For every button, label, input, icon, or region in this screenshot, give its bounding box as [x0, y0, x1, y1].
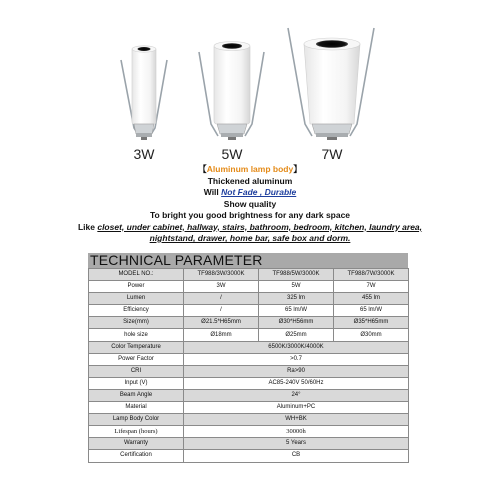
spec-value: WH+BK [184, 414, 409, 426]
lamp-label-7w: 7W [321, 146, 343, 162]
spec-row [89, 341, 409, 353]
spec-row [89, 377, 409, 389]
line6-prefix: Like [77, 221, 98, 232]
spec-label: Size(mm) [89, 317, 184, 329]
spec-value: Ø25mm [259, 329, 334, 341]
spec-value: 65 lm/W [259, 305, 334, 317]
lamp-label-3w: 3W [133, 146, 155, 162]
description-line-4: Show quality [223, 198, 277, 209]
line3-prefix: Will [203, 187, 222, 197]
spec-value: 24° [184, 389, 409, 401]
spec-value: 3W [184, 281, 259, 293]
spec-value: 7W [334, 281, 409, 293]
spec-row [89, 414, 409, 426]
spec-row [89, 402, 409, 414]
spec-row [89, 389, 409, 401]
bracket-close: 】 [293, 164, 302, 174]
description-line-5: To bright you good brightness for any dark space [149, 210, 351, 220]
spec-row [89, 450, 409, 462]
spec-value: TF988/7W/3000K [334, 269, 409, 281]
spec-label: Power [89, 281, 184, 293]
spec-value: Ø30mm [334, 329, 409, 341]
spec-value: TF988/5W/3000K [259, 269, 334, 281]
spec-row [89, 269, 409, 281]
spec-label: Lifespan (hours) [89, 426, 184, 438]
spec-label: Certification [89, 450, 184, 462]
spec-value: Aluminum+PC [184, 402, 409, 414]
spec-row [89, 305, 409, 317]
spec-value: TF988/3W/3000K [184, 269, 259, 281]
spec-row [89, 293, 409, 305]
spec-row [89, 329, 409, 341]
spec-value: 5 Years [184, 438, 409, 450]
spec-value: 6500K/3000K/4000K [184, 341, 409, 353]
spec-value: 65 lm/W [334, 305, 409, 317]
durable-link[interactable]: Not Fade , Durable [221, 187, 297, 197]
spec-label: Beam Angle [89, 389, 184, 401]
body-title: Aluminum lamp body [206, 164, 294, 174]
spec-value: Ø30*H56mm [259, 317, 334, 329]
spec-row [89, 317, 409, 329]
technical-parameter-header: TECHNICAL PARAMETER [88, 253, 408, 268]
description-title-line [0, 164, 500, 176]
spec-row [89, 353, 409, 365]
usage-places-link-2[interactable]: nightstand, drawer, home bar, safe box and dorm. [149, 233, 351, 243]
spec-label: Material [89, 402, 184, 414]
spec-value: >0.7 [184, 353, 409, 365]
spec-value: 455 lm [334, 293, 409, 305]
spec-label: Warranty [89, 438, 184, 450]
spec-label: CRI [89, 365, 184, 377]
spec-row [89, 438, 409, 450]
spec-value: 30000h [184, 426, 409, 438]
spec-value: AC85-240V 50/60Hz [184, 377, 409, 389]
description-line-7 [0, 233, 500, 245]
spec-label: Lamp Body Color [89, 414, 184, 426]
spec-value: 325 lm [259, 293, 334, 305]
bracket-open: 【 [198, 164, 207, 174]
spec-label: Input (V) [89, 377, 184, 389]
description-line-2: Thickened aluminum [207, 175, 293, 186]
spec-value: Ø21.5*H65mm [184, 317, 259, 329]
product-description [0, 164, 500, 245]
lamp-7w [288, 28, 374, 140]
spec-value: Ø35*H65mm [334, 317, 409, 329]
lamp-5w [199, 42, 264, 141]
spec-label: Color Temperature [89, 341, 184, 353]
spec-value: 5W [259, 281, 334, 293]
spec-value: / [184, 305, 259, 317]
description-line-3 [0, 187, 500, 199]
spec-label: Power Factor [89, 353, 184, 365]
spec-label: Lumen [89, 293, 184, 305]
spec-row [89, 281, 409, 293]
spec-label: hole size [89, 329, 184, 341]
spec-row [89, 365, 409, 377]
usage-places-link[interactable]: closet, under cabinet, hallway, stairs, bathroom, bedroom, kitchen, laundry area, [97, 221, 423, 232]
lamp-label-5w: 5W [221, 146, 243, 162]
spec-value: CB [184, 450, 409, 462]
spec-row [89, 426, 409, 438]
spec-value: / [184, 293, 259, 305]
lamp-products-image [0, 0, 500, 165]
spec-value: Ø18mm [184, 329, 259, 341]
spec-value: Ra>90 [184, 365, 409, 377]
spec-label: MODEL NO.: [89, 269, 184, 281]
spec-table [88, 268, 409, 463]
description-line-6 [0, 222, 500, 234]
spec-label: Efficiency [89, 305, 184, 317]
lamp-3w [121, 46, 167, 140]
